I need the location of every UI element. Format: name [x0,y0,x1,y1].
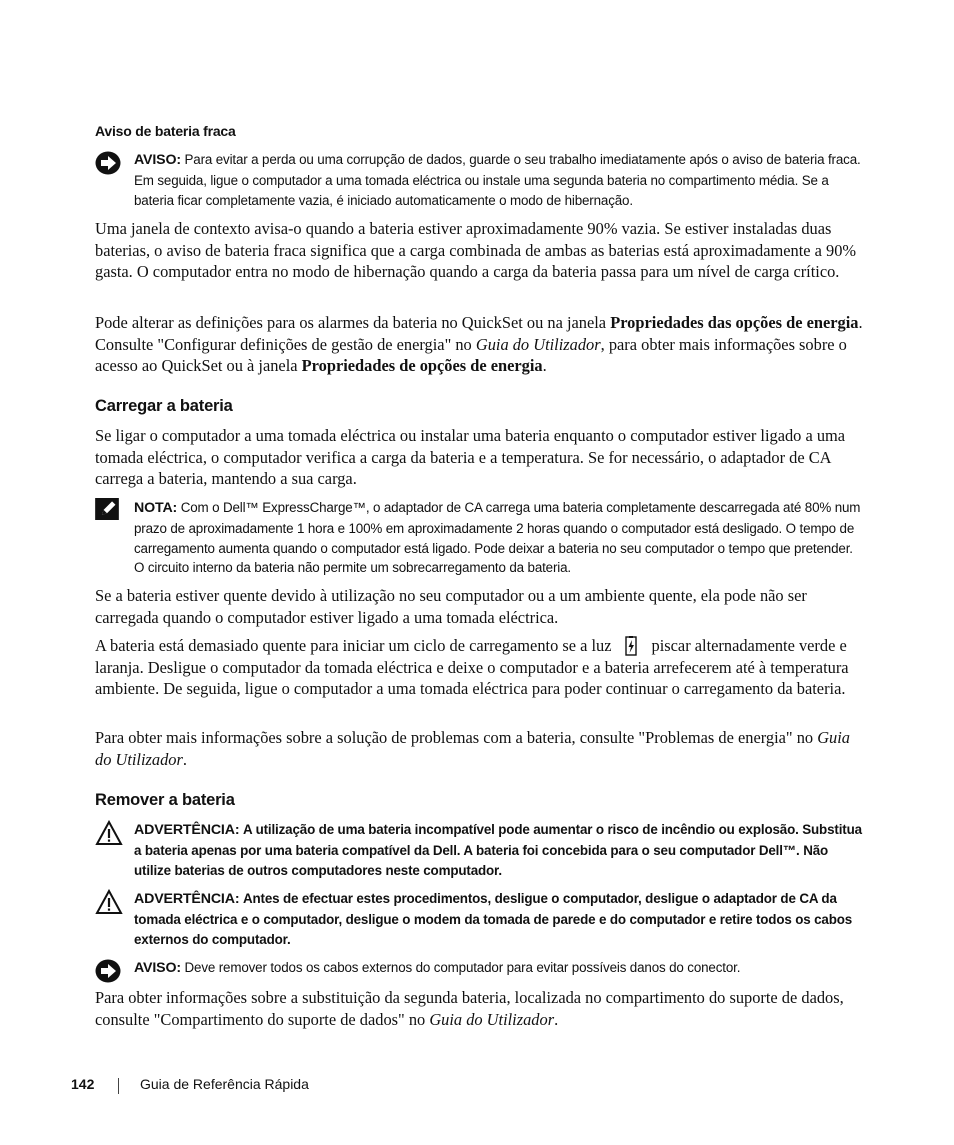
notice-label: AVISO: [134,152,181,168]
footer-separator [118,1078,119,1094]
notice-low-battery [95,150,863,210]
notice-body: Deve remover todos os cabos externos do computador para evitar possíveis danos do conector. [184,960,741,975]
text: , para obter mais informações sobre o acesso ao QuickSet ou à janela [95,334,847,376]
italic-text: Guia do Utilizador [429,1009,555,1029]
footer-title: Guia de Referência Rápida [140,1076,309,1092]
text: Para obter mais informações sobre a solução de problemas com a bateria, consulte "Problemas de energia" no [95,728,818,747]
note-pencil-icon [95,498,119,520]
warning-body: Antes de efectuar estes procedimentos, desligue o computador, desligue o adaptador de CA da tomada eléctrica e o computador, desligue o modem da tomada de parede e do computador e retire todos os cabos externos do computador. [134,891,853,947]
italic-text: Guia do Utilizador [95,728,850,769]
heading-charging: Carregar a bateria [95,397,233,415]
note-text [134,498,863,578]
notice-icon [95,150,123,176]
warning-text [134,820,863,880]
bold-text: Propriedades de opções de energia [301,356,543,376]
italic-text: Guia do Utilizador [475,334,601,354]
heading-removing: Remover a bateria [95,791,235,809]
text: piscar alternadamente verde e laranja. Desligue o computador da tomada eléctrica e deixe o computador e a bateria arrefecerem até à temperatura ambiente. De seguida, ligue o computador a uma tomada eléctrica para poder continuar o carregamento da bateria. [95,636,849,699]
paragraph-charging-3 [95,635,863,700]
notice-label: AVISO: [134,960,181,976]
bold-text: Propriedades das opções de energia [610,313,859,332]
note-label: NOTA: [134,500,178,516]
notice-text [134,150,863,210]
text: . Consulte "Configurar definições de gestão de energia" no [95,313,863,354]
text: . [182,749,187,769]
paragraph-low-battery-2 [95,312,863,377]
text: . [542,356,547,376]
text: . [554,1009,559,1029]
text: Pode alterar as definições para os alarmes da bateria no QuickSet ou na janela [95,313,611,332]
warning-label: ADVERTÊNCIA: [134,822,240,838]
notice-body: Para evitar a perda ou uma corrupção de dados, guarde o seu trabalho imediatamente após o aviso de bateria fraca. Em seguida, ligue o computador a uma tomada eléctrica ou instale uma segunda bateria no compartimento média. Se a bateria ficar completamente vazia, é iniciado automaticamente o modo de hibernação. [134,152,861,208]
page-number: 142 [71,1076,95,1092]
paragraph-charging-1: Se ligar o computador a uma tomada eléctrica ou instalar uma bateria enquanto o computador estiver ligado a uma tomada eléctrica, o computador verifica a carga da bateria e a temperatura. Se for necessário, o adaptador de CA carrega a bateria, mantendo a sua carga. [95,426,846,489]
paragraph-charging-2: Se a bateria estiver quente devido à utilização no seu computador ou a um ambiente quente, ela pode não ser carregada quando o computador estiver ligado a uma tomada eléctrica. [95,586,807,627]
paragraph-low-battery-1: Uma janela de contexto avisa-o quando a bateria estiver aproximadamente 90% vazia. Se estiver instaladas duas baterias, o aviso de bateria fraca significa que a carga combinada de ambas as baterias está aproximadamente a 90% gasta. O computador entra no modo de hibernação quando a carga da bateria passa para um nível de carga crítico. [95,219,857,282]
warning-incompatible-battery [95,820,863,880]
notice-icon [95,958,123,984]
warning-text [134,889,863,949]
battery-light-icon [622,636,640,656]
warning-icon [95,889,123,915]
paragraph-removing-1 [95,987,863,1030]
warning-icon [95,820,123,846]
notice-text [134,958,863,979]
warning-label: ADVERTÊNCIA: [134,891,240,907]
notice-remove-cables [95,958,863,979]
note-body: Com o Dell™ ExpressCharge™, o adaptador de CA carrega uma bateria completamente descarregada até 80% num prazo de aproximadamente 1 hora e 100% em aproximadamente 2 horas quando o computador está desligado. O tempo de carregamento aumenta quando o computador está ligado. Pode deixar a bateria no seu computador o tempo que pretender. O circuito interno da bateria não permite um sobrecarregamento da bateria. [134,500,861,576]
warning-body: A utilização de uma bateria incompatível pode aumentar o risco de incêndio ou explosão. Substitua a bateria apenas por uma bateria compatível da Dell. A bateria foi concebida para o seu computador Dell™. Não utilize baterias de outros computadores neste computador. [134,822,862,878]
warning-disconnect [95,889,863,949]
subheading-low-battery: Aviso de bateria fraca [95,123,236,139]
text: Para obter informações sobre a substituição da segunda bateria, localizada no compartimento do suporte de dados, consulte "Compartimento do suporte de dados" no [95,988,844,1029]
text: A bateria está demasiado quente para iniciar um ciclo de carregamento se a luz [95,636,612,655]
note-expresscharge [95,498,863,578]
paragraph-charging-4 [95,727,863,770]
